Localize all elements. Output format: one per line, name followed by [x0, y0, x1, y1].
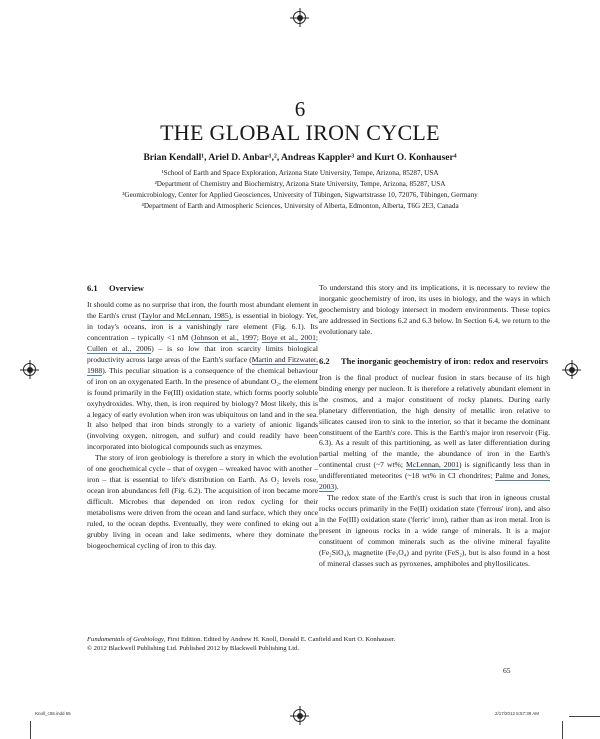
section-title: Overview — [109, 283, 144, 293]
affiliation: ³Geomicrobiology, Center for Applied Geosciences, University of Tübingen, Sigwartstrasse 10, 72076, Tübingen, Germany — [122, 191, 478, 199]
registration-mark-top — [293, 11, 306, 24]
citation-link[interactable]: Johnson et al., 1997 — [193, 332, 257, 342]
citation-link[interactable]: Cullen et al., 2006 — [87, 343, 152, 353]
affiliation: ¹School of Earth and Space Exploration, Arizona State University, Tempe, Arizona, 85287, USA — [161, 169, 439, 177]
affiliations — [0, 168, 600, 212]
citation-link[interactable]: Martin and Fitzwater, 1988 — [87, 354, 318, 375]
author-list: Brian Kendall¹, Ariel D. Anbar¹,², Andreas Kappler³ and Kurt O. Konhauser⁴ — [143, 153, 457, 163]
right-column — [319, 283, 550, 570]
book-footnote: Fundamentals of Geobiology, First Edition. Edited by Andrew H. Knoll, Donald E. Canfield and Kurt O. Konhauser. © 2012 Blackwell Publishing Ltd. Published 2012 by Blackwell Publishing Ltd. — [87, 636, 396, 652]
citation-link[interactable]: Taylor and McLennan, 1985 — [141, 310, 229, 320]
affiliation: ²Department of Chemistry and Biochemistry, Arizona State University, Tempe, Arizona, 85287, USA — [154, 180, 446, 188]
crop-mark — [569, 716, 600, 717]
registration-mark-right — [565, 363, 578, 376]
section-heading — [319, 356, 550, 367]
print-slug-timestamp: 2/17/2012 5:57:39 AM — [495, 711, 540, 716]
paragraph: The story of iron geobiology is therefore a story in which the evolution of one geochemical cycle – that of oxygen – wreaked havoc with another – iron – that is essential to life's distribution on Earth. As O₂ levels rose, ocean iron abundances fell (Fig. 6.2). The acquisition of iron became more difficult. Microbes that depended on iron redox cycling for their metabolisms were driven from the ocean and land surface, which they once ruled, to the ocean depths. Eventually, they were confined to eking out a grubby living in ocean and lake sediments, where they dominate the biogeochemical cycling of iron to this day. — [87, 453, 318, 550]
copyright-line: © 2012 Blackwell Publishing Ltd. Published 2012 by Blackwell Publishing Ltd. — [87, 645, 299, 652]
chapter-title: THE GLOBAL IRON CYCLE — [160, 120, 440, 145]
section-number: 6.2 — [319, 355, 330, 366]
print-slug-file: Knoll_c06.indd 65 — [35, 711, 71, 716]
book-title: Fundamentals of Geobiology — [87, 636, 164, 643]
citation-link[interactable]: McLennan, 2001 — [406, 460, 460, 470]
section-heading — [87, 283, 318, 294]
registration-mark-bottom — [293, 709, 306, 722]
crop-mark — [562, 721, 563, 739]
paragraph: The redox state of the Earth's crust is such that iron in igneous crustal rocks occurs primarily in the Fe(II) oxidation state ('ferrous' iron), and also in the Fe(III) oxidation state ('ferric' iron), rather than as iron metal. Iron is present in igneous rocks in a wide range of minerals. It is a major constituent of common minerals such as the olivine mineral fayalite (Fe₂SiO₄), magnetite (Fe₃O₄) and pyrite (FeS₂), but is also found in a host of mineral classes such as pyroxenes, amphiboles and phyllosilicates. — [319, 493, 550, 568]
citation-link[interactable]: Boye et al., 2001 — [261, 332, 316, 342]
citation-link[interactable]: Palme and Jones, 2003 — [319, 471, 550, 492]
registration-mark-left — [23, 363, 36, 376]
affiliation: ⁴Department of Earth and Atmospheric Sciences, University of Alberta, Edmonton, Alberta, T6G 2E3, Canada — [141, 202, 459, 210]
section-title: The inorganic geochemistry of iron: redox and reservoirs — [341, 355, 549, 366]
paragraph: To understand this story and its implications, it is necessary to review the inorganic geochemistry of iron, its uses in biology, and the ways in which geochemistry and biology intersect in modern environments. These topics are addressed in Sections 6.2 and 6.3 below. In Section 6.4, we return to the evolutionary tale. — [319, 283, 550, 336]
left-column — [87, 283, 318, 552]
paragraph: Iron is the final product of nuclear fusion in stars because of its high binding energy per nucleon. It is therefore a relatively abundant element in the cosmos, and a major constituent of rocky planets. During early planetary differentiation, the high density of metallic iron relative to silicates caused iron to sink to the interior, so that it became the dominant constituent of the Earth's core. This is the Earth's major iron reservoir (Fig. 6.3). As a result of this partitioning, as well as later differentiation during partial melting of the mantle, the abundance of iron in the Earth's continental crust (~7 wt%; McLennan, 2001) is significantly less than in undifferentiated meteorites (~18 wt% in CI chondrites; Palme and Jones, 2003). — [319, 372, 550, 492]
paragraph: It should come as no surprise that iron, the fourth most abundant element in the Earth's crust (Taylor and McLennan, 1985), is essential in biology. Yet, in today's oceans, iron is a vanishingly rare element (Fig. 6.1). Its concentration – typically <1 nM (Johnson et al., 1997; Boye et al., 2001; Cullen et al., 2006) – is so low that iron scarcity limits biological productivity across large areas of the Earth's surface (Martin and Fitzwater, 1988). This peculiar situation is a consequence of the chemical behaviour of iron on an oxygenated Earth. In the presence of abundant O₂, the element is found primarily in the Fe(III) oxidation state, which forms poorly soluble oxyhydroxides. Why, then, is iron required by biology? Most likely, this is a legacy of early evolution when iron was ubiquitous on land and in the sea. It also helped that iron binds strongly to a variety of anionic ligands (involving oxygen, nitrogen, and sulfur) and could readily have been incorporated into biological compounds such as enzymes. — [87, 300, 319, 452]
section-number: 6.1 — [87, 283, 98, 293]
page-number: 65 — [503, 666, 511, 675]
chapter-number: 6 — [294, 97, 306, 121]
crop-mark — [30, 721, 31, 739]
